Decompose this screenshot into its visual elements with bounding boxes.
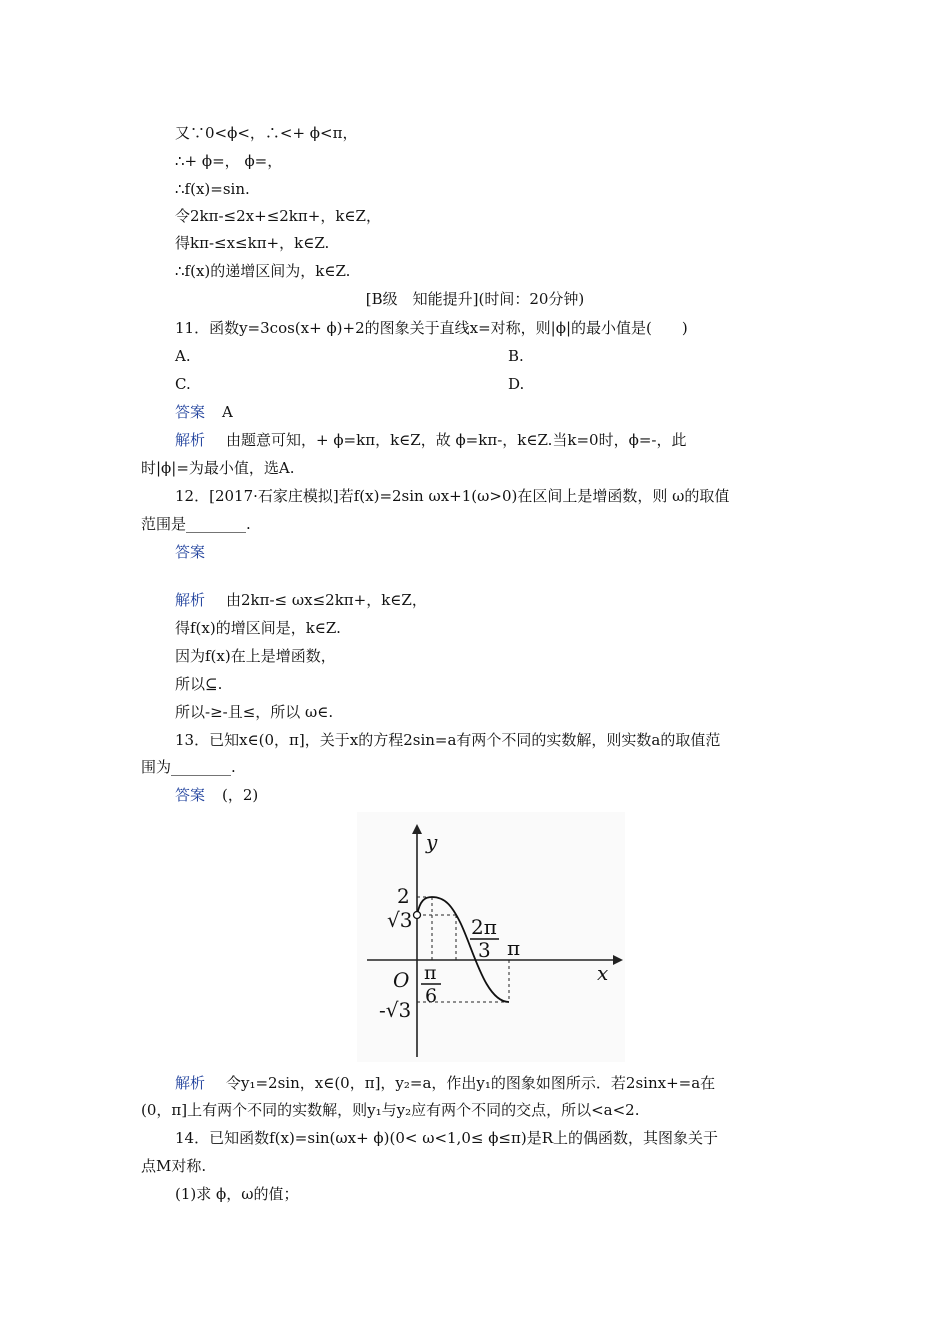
pi-label: π [507, 936, 521, 960]
question-13: 13．已知x∈(0，π]，关于x的方程2sin=a有两个不同的实数解，则实数a的取值范 [175, 731, 721, 749]
question-12: 12．[2017·石家庄模拟]若f(x)=2sin ωx+1(ω>0)在区间上是增函数，则 ω的取值 [175, 487, 730, 505]
answer-value-11: A [222, 403, 233, 421]
answer-label-11: 答案 [175, 403, 206, 421]
question-14-part-1: (1)求 ϕ，ω的值； [175, 1185, 299, 1203]
text-line-4: 令2kπ-≤2x+≤2kπ+，k∈Z， [175, 207, 381, 225]
pi6-denominator: 6 [425, 985, 438, 1007]
solution-12-line-4: 所以⊆. [175, 675, 223, 693]
sqrt3-label: √3 [387, 908, 413, 932]
question-14: 14．已知函数f(x)=sin(ωx+ ϕ)(0< ω<1,0≤ ϕ≤π)是R上的偶函数，其图象关于 [175, 1129, 719, 1147]
solution-12-line-2: 得f(x)的增区间是，k∈Z. [175, 619, 341, 637]
answer-label-12: 答案 [175, 543, 206, 561]
max-value-label: 2 [397, 884, 410, 908]
option-a: A. [175, 347, 191, 365]
solution-label-11: 解析 [175, 431, 206, 449]
solution-12-line-3: 因为f(x)在上是增函数， [175, 647, 336, 665]
solution-label-12: 解析 [175, 591, 206, 609]
pi6-numerator: π [424, 962, 437, 984]
solution-13-line-1: 令y₁=2sin，x∈(0，π]，y₂=a，作出y₁的图象如图所示．若2sinx+=a在 [226, 1074, 716, 1092]
solution-label-13: 解析 [175, 1074, 206, 1092]
solution-11-line-1: 由题意可知，+ ϕ=kπ，k∈Z，故 ϕ=kπ-，k∈Z.当k=0时，ϕ=-，此 [226, 431, 687, 449]
answer-value-13: (，2) [222, 786, 259, 804]
option-d: D. [508, 375, 525, 393]
text-line-1: 又∵0<ϕ<，∴<+ ϕ<π， [175, 124, 358, 142]
text-line-6: ∴f(x)的递增区间为，k∈Z. [175, 262, 351, 280]
question-12-line-2: 范围是________. [141, 515, 251, 533]
x-axis-label: x [597, 961, 609, 985]
question-13-line-2: 围为________. [141, 758, 236, 776]
text-line-5: 得kπ-≤x≤kπ+，k∈Z. [175, 234, 330, 252]
solution-13-line-2: (0，π]上有两个不同的实数解，则y₁与y₂应有两个不同的交点，所以<a<2. [141, 1101, 640, 1119]
answer-label-13: 答案 [175, 786, 206, 804]
option-b: B. [508, 347, 524, 365]
option-c: C. [175, 375, 191, 393]
section-heading: [B级 知能提升](时间：20分钟) [365, 290, 585, 308]
solution-11-line-2: 时|ϕ|=为最小值，选A. [141, 459, 295, 477]
solution-12-line-1: 由2kπ-≤ ωx≤2kπ+，k∈Z， [226, 591, 427, 609]
y-axis-label: y [426, 830, 438, 854]
text-line-3: ∴f(x)=sin. [175, 180, 250, 198]
two-pi-denominator: 3 [478, 938, 491, 962]
sine-graph-figure [357, 812, 625, 1062]
question-11: 11．函数y=3cos(x+ ϕ)+2的图象关于直线x=对称，则|ϕ|的最小值是( ) [175, 319, 688, 337]
text-line-2: ∴+ ϕ=， ϕ=， [175, 152, 283, 170]
open-endpoint-marker [414, 912, 421, 919]
solution-12-line-5: 所以-≥-且≤，所以 ω∈. [175, 703, 334, 721]
two-pi-numerator: 2π [471, 915, 497, 939]
origin-label: O [393, 968, 410, 992]
question-14-line-2: 点M对称. [141, 1157, 207, 1175]
neg-sqrt3-label: -√3 [379, 998, 412, 1022]
